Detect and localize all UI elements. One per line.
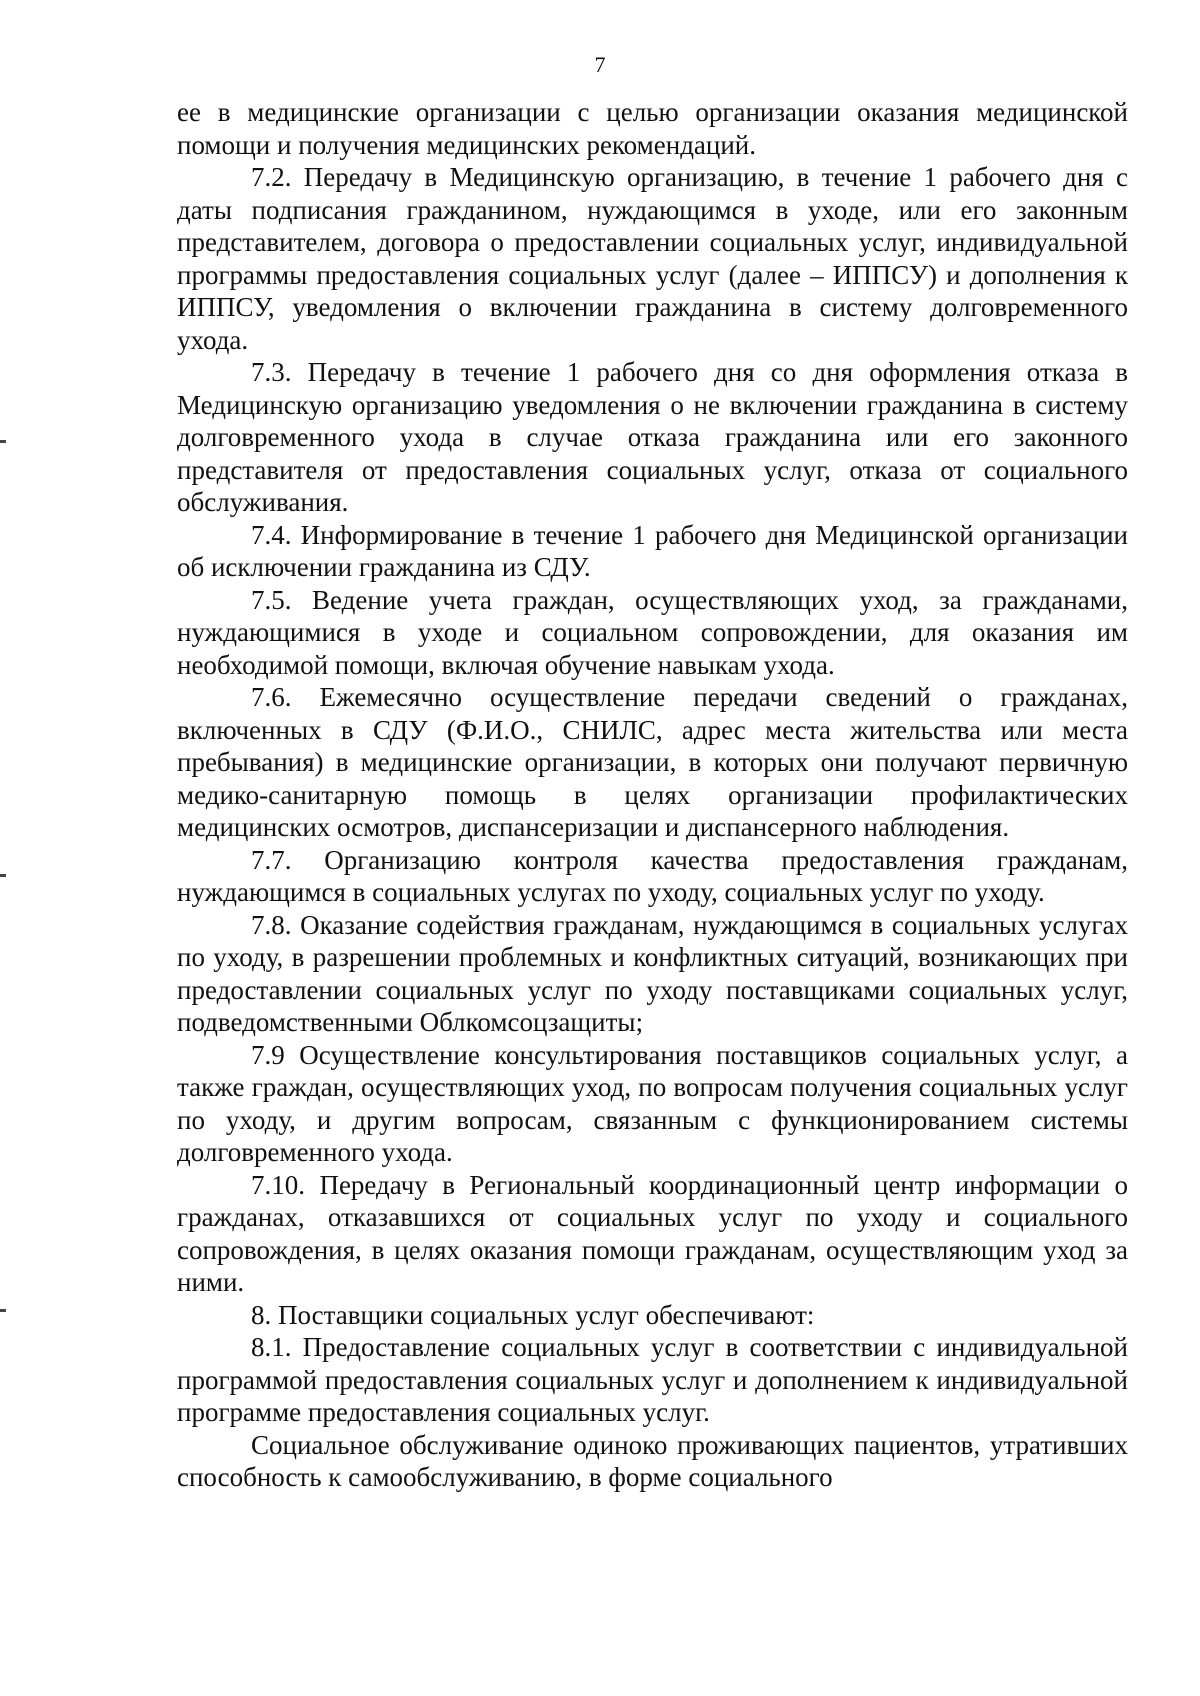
document-body <box>177 96 1128 1494</box>
scan-mark <box>0 440 6 443</box>
paragraph-7-2: 7.2. Передачу в Медицинскую организацию, в течение 1 рабочего дня с даты подписания гражданином, нуждающимся в уходе, или его законным представителем, договора о предоставлении социальных услуг, индивидуальной программы предоставления социальных услуг (далее – ИППСУ) и дополнения к ИППСУ, уведомления о включении гражданина в систему долговременного ухода. <box>177 162 1128 355</box>
paragraph-8-1: 8.1. Предоставление социальных услуг в соответствии с индивидуальной программой предоставления социальных услуг и дополнением к индивидуальной программе предоставления социальных услуг. <box>177 1332 1128 1427</box>
paragraph-8: 8. Поставщики социальных услуг обеспечивают: <box>251 1299 815 1330</box>
page-number: 7 <box>594 52 606 77</box>
paragraph-7-5: 7.5. Ведение учета граждан, осуществляющих уход, за гражданами, нуждающимися в уходе и социальном сопровождении, для оказания им необходимой помощи, включая обучение навыкам ухода. <box>177 584 1128 680</box>
scan-mark <box>0 874 6 877</box>
paragraph-7-10: 7.10. Передачу в Региональный координационный центр информации о гражданах, отказавшихся от социальных услуг по уходу и социального сопровождения, в целях оказания помощи гражданам, осуществляющим уход за ними. <box>177 1169 1128 1297</box>
paragraph-7-7: 7.7. Организацию контроля качества предоставления гражданам, нуждающимся в социальных услугах по уходу, социальных услуг по уходу. <box>177 844 1128 907</box>
paragraph-continuation: ее в медицинские организации с целью организации оказания медицинской помощи и получения медицинских рекомендаций. <box>177 97 1128 160</box>
paragraph-7-3: 7.3. Передачу в течение 1 рабочего дня со дня оформления отказа в Медицинскую организацию уведомления о не включении гражданина в систему долговременного ухода в случае отказа гражданина или его законного представителя от предоставления социальных услуг, отказа от социального обслуживания. <box>177 357 1128 517</box>
paragraph-7-8: 7.8. Оказание содействия гражданам, нуждающимся в социальных услугах по уходу, в разрешении проблемных и конфликтных ситуаций, возникающих при предоставлении социальных услуг по уходу поставщиками социальных услуг, подведомственными Облкомсоцзащиты; <box>177 909 1128 1037</box>
paragraph-7-9: 7.9 Осуществление консультирования поставщиков социальных услуг, а также граждан, осуществляющих уход, по вопросам получения социальных услуг по уходу, и другим вопросам, связанным с функционированием системы долговременного ухода. <box>177 1039 1128 1167</box>
paragraph-7-6: 7.6. Ежемесячно осуществление передачи сведений о гражданах, включенных в СДУ (Ф.И.О., СНИЛС, адрес места жительства или места пребывания) в медицинские организации, в которых они получают первичную медико-санитарную помощь в целях организации профилактических медицинских осмотров, диспансеризации и диспансерного наблюдения. <box>177 682 1128 842</box>
scan-mark <box>0 1309 6 1312</box>
paragraph-social-service: Социальное обслуживание одиноко проживающих пациентов, утративших способность к самообслуживанию, в форме социального <box>177 1429 1128 1492</box>
paragraph-7-4: 7.4. Информирование в течение 1 рабочего дня Медицинской организации об исключении гражданина из СДУ. <box>177 519 1128 582</box>
